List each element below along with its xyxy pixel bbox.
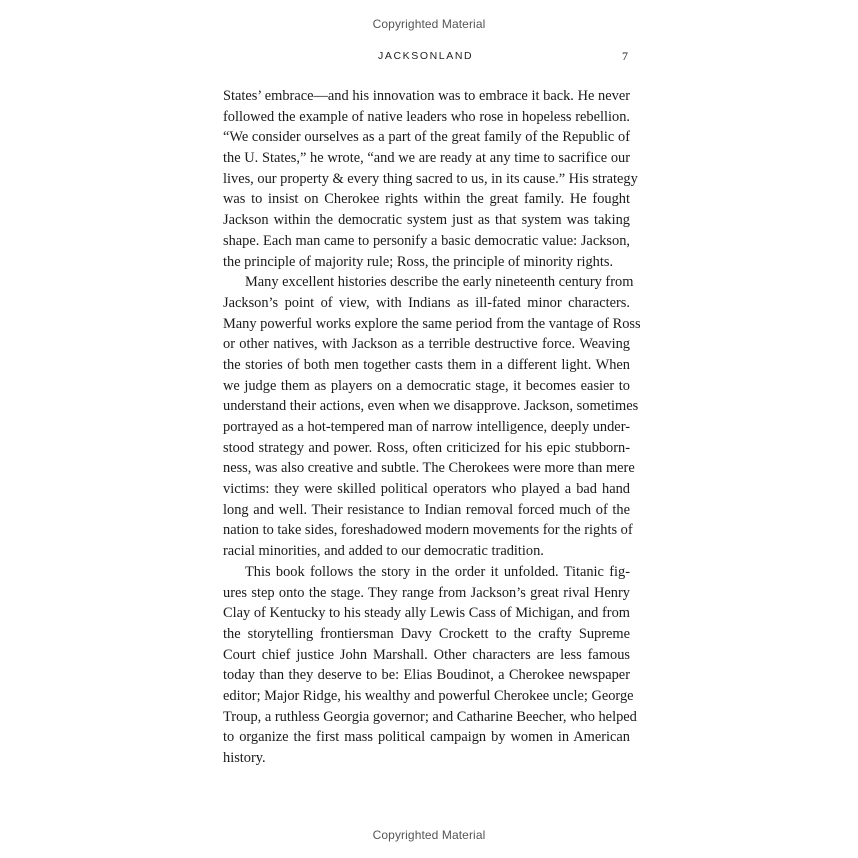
text-line: the principle of majority rule; Ross, the principle of minority rights. [223,253,614,270]
text-line: ness, was also creative and subtle. The Cherokees were more than mere [223,460,635,477]
text-line: followed the example of native leaders who rose in hopeless rebellion. [223,108,630,125]
text-line: the stories of both men together casts them in a different light. When [223,356,630,373]
text-line: long and well. Their resistance to Indian removal forced much of the [223,501,630,518]
text-line: Many powerful works explore the same period from the vantage of Ross [223,315,641,332]
text-line: shape. Each man came to personify a basic democratic value: Jackson, [223,232,630,249]
text-line: we judge them as players on a democratic stage, it becomes easier to [223,377,630,394]
text-line: nation to take sides, foreshadowed modern movements for the rights of [223,522,633,539]
text-line: today than they deserve to be: Elias Boudinot, a Cherokee newspaper [223,667,630,684]
text-line: history. [223,750,266,766]
text-line: editor; Major Ridge, his wealthy and powerful Cherokee uncle; George [223,687,634,704]
text-line: Court chief justice John Marshall. Other characters are less famous [223,646,630,663]
text-line: racial minorities, and added to our democratic tradition. [223,543,544,560]
text-line: Troup, a ruthless Georgia governor; and Catharine Beecher, who helped [223,708,637,725]
body-text [223,86,641,769]
text-line: Clay of Kentucky to his steady ally Lewis Cass of Michigan, and from [223,605,630,622]
text-line: lives, our property & every thing sacred to us, in its cause.” His strategy [223,170,638,187]
text-line: was to insist on Cherokee rights within the great family. He fought [223,191,630,208]
text-line: victims: they were skilled political operators who played a bad hand [223,481,630,498]
text-line: This book follows the story in the order it unfolded. Titanic fig- [245,563,630,580]
text-line: “We consider ourselves as a part of the great family of the Republic of [223,129,630,146]
text-line: or other natives, with Jackson as a terrible destructive force. Weaving [223,336,630,353]
copyright-watermark-top: Copyrighted Material [372,17,486,31]
text-line: Jackson within the democratic system just as that system was taking [223,212,630,229]
text-line: stood strategy and power. Ross, often criticized for his epic stubborn- [223,439,630,456]
page-number: 7 [622,49,628,63]
paragraph [223,86,638,272]
text-line: Jackson’s point of view, with Indians as ill-fated minor characters. [223,294,630,311]
copyright-watermark-bottom: Copyrighted Material [372,828,486,842]
text-line: the storytelling frontiersman Davy Crockett to the crafty Supreme [223,625,630,642]
text-line: States’ embrace—and his innovation was to embrace it back. He never [223,88,630,104]
text-line: the U. States,” he wrote, “and we are ready at any time to sacrifice our [223,150,630,167]
text-line: understand their actions, even when we disapprove. Jackson, sometimes [223,398,639,415]
text-line: portrayed as a hot-tempered man of narrow intelligence, deeply under- [223,419,630,435]
paragraph [223,562,637,769]
text-line: ures step onto the stage. They range from Jackson’s great rival Henry [223,584,630,601]
running-head: JACKSONLAND [378,50,474,62]
text-line: Many excellent histories describe the early nineteenth century from [245,274,634,291]
paragraph [223,272,641,562]
text-line: to organize the first mass political campaign by women in American [223,729,630,746]
